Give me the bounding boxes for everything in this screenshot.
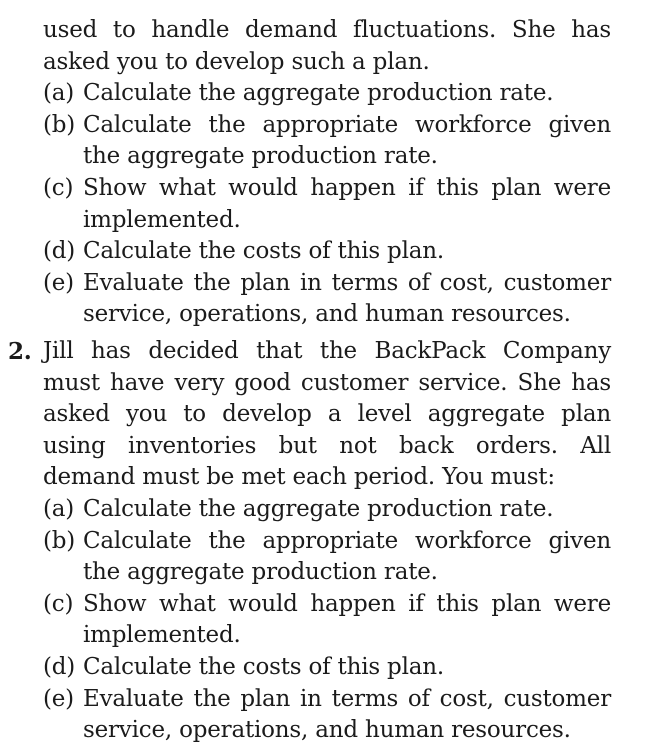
list-item (43, 526, 611, 589)
item-text: Show what would happen if this plan were implemented. (83, 590, 611, 649)
item-label: (b) (43, 111, 76, 138)
list-item (43, 110, 611, 173)
list-item (43, 684, 611, 747)
list-item (43, 589, 611, 652)
item-label: (a) (43, 80, 75, 107)
problem-statement: Jill has decided that the BackPack Company must have very good customer service. She has asked you to develop a level aggregate plan using inventories but not back orders. All demand must be met each period. You must: (43, 338, 611, 491)
item-label: (e) (43, 269, 74, 296)
list-item (43, 494, 611, 526)
item-label: (e) (43, 685, 74, 712)
list-item (43, 652, 611, 684)
item-label: (d) (43, 653, 76, 680)
list-item (43, 173, 611, 236)
item-label: (b) (43, 527, 76, 554)
item-label: (c) (43, 590, 74, 617)
item-text: Calculate the aggregate production rate. (83, 495, 554, 522)
problem-1-subitems (43, 78, 611, 331)
item-text: Calculate the costs of this plan. (83, 238, 444, 265)
item-text: Calculate the aggregate production rate. (83, 80, 554, 107)
problem-1-continuation (43, 15, 611, 331)
intro-text: used to handle demand fluctuations. She has asked you to develop such a plan. (43, 17, 611, 75)
item-text: Show what would happen if this plan were implemented. (83, 174, 611, 233)
item-text: Evaluate the plan in terms of cost, customer service, operations, and human resources. (83, 685, 611, 744)
item-label: (c) (43, 174, 74, 201)
list-item (43, 78, 611, 110)
item-text: Calculate the costs of this plan. (83, 653, 444, 680)
item-text: Evaluate the plan in terms of cost, customer service, operations, and human resources. (83, 269, 611, 328)
item-label: (d) (43, 238, 76, 265)
problem-2-subitems (43, 494, 611, 747)
list-item (43, 268, 611, 331)
list-item (43, 236, 611, 268)
item-text: Calculate the appropriate workforce given the aggregate production rate. (83, 527, 611, 586)
item-text: Calculate the appropriate workforce given the aggregate production rate. (83, 111, 611, 170)
problem-number: 2. (8, 338, 32, 365)
problem-2-body (43, 336, 611, 747)
item-label: (a) (43, 495, 75, 522)
